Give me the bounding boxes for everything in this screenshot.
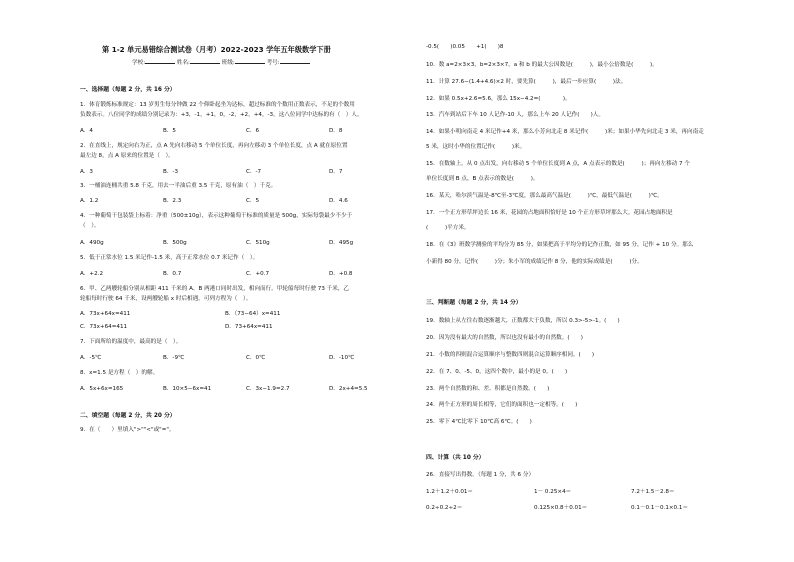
exam-number-label: 考号: (266, 60, 280, 66)
calc-r1-b: 1－ 0.25×4＝ (534, 489, 572, 495)
q5-option-a[interactable]: A．+2.2 (80, 271, 104, 277)
q14-line1: 14．如果小明向南走 4 米记作+4 米，那么小芳向北走 8 米记作( )米；如果小华先向北走 3 米，再向南走 (426, 129, 704, 135)
q22-line: 22．在 7、0、-5、0，这四个数中，最小的是 0。( ) (426, 369, 568, 375)
calc-r1-a: 1.2＋1.2＋0.01＝ (426, 489, 474, 495)
q13-line: 13．汽车到站后下车 10 人记作-10 人，那么上车 20 人记作( )人。 (426, 112, 604, 118)
q7-option-c[interactable]: C．0℃ (246, 355, 266, 361)
calc-r2-c: 0.1－0.1－0.1×0.1＝ (631, 505, 689, 511)
q5-line1: 5．低于正常水位 1.5 米记作-1.5 米，高于正常水位 0.7 米记作（ ）。 (80, 255, 259, 261)
q8-option-d[interactable]: D．2x+4=5.5 (329, 386, 368, 392)
school-field[interactable] (145, 58, 175, 64)
q1-option-d[interactable]: D．8 (329, 128, 343, 134)
q7-line1: 7．下面所给的温度中，最高的是（ ）。 (80, 339, 182, 345)
q15-line2: 单位长度到 B 点，B 点表示的数是( )。 (426, 176, 539, 182)
name-label: 姓名: (176, 60, 190, 66)
q6-option-b[interactable]: B．（73−64）x=411 (225, 311, 281, 317)
section-heading-fill: 二、填空题（每题 2 分，共 20 分） (80, 413, 176, 419)
exam-number-field[interactable] (280, 58, 310, 64)
q7-option-a[interactable]: A．-5℃ (80, 355, 102, 361)
q15-line1: 15．在数轴上，从 0 点出发，向右移动 5 个单位长度到 A 点，A 点表示的数是( )；再向左移动 7 个 (426, 161, 690, 167)
q8-line1: 8．x=1.5 是方程（ ）的解。 (80, 370, 159, 376)
q2-line1: 2．在直线上，规定向右为正，点 A 先向右移动 5 个单位长度，再向左移动 3 个单位长度，点 A 就在原位置 (80, 143, 348, 149)
q2-option-d[interactable]: D．7 (329, 169, 343, 175)
q2-option-c[interactable]: C．-7 (246, 169, 262, 175)
q6-line1: 6．甲、乙两艘轮船分别从相距 411 千米的 A、B 两港口同时出发，相向而行。甲轮船每时行驶 73 千米，乙 (80, 286, 350, 292)
q21-line: 21．小数的四则混合运算顺序与整数四则混合运算顺序相同。( ) (426, 352, 595, 358)
q18-line2: 小新得 80 分，记作( )分；朱小军的成绩记作 8 分，他的实际成绩是( )分。 (426, 259, 643, 265)
q4-option-d[interactable]: D．495g (329, 240, 354, 246)
q7-option-d[interactable]: D．-10℃ (329, 355, 355, 361)
q4-option-c[interactable]: C．510g (246, 240, 270, 246)
q1-option-b[interactable]: B．5 (163, 128, 176, 134)
q23-line: 23．两个自然数的和、差、积都是自然数。( ) (426, 386, 550, 392)
q3-option-c[interactable]: C．5 (246, 198, 260, 204)
q4-line1: 4．一种葡萄干包装袋上标着：净重（500±10g），表示这种葡萄干标准的质量是 500g，实际每袋最少不少于 (80, 213, 353, 219)
calc-r1-c: 7.2＋1.5－2.8＝ (631, 489, 675, 495)
q12-line: 12．如果 0.5x+2.6=5.6，那么 15x−4.2=( )。 (426, 96, 571, 102)
q20-line: 20．因为没有最大的自然数，所以也没有最小的自然数。( ) (426, 335, 583, 341)
q19-line: 19．数轴上从左往右数逐渐越大，正数都大于负数，所以 0.3>-5>-1。( ) (426, 318, 620, 324)
q6-option-d[interactable]: D．73+64x=411 (225, 324, 273, 330)
q14-line2: 5 米，这时小华的位置记作( )米。 (426, 144, 526, 150)
q6-line2: 轮船每时行驶 64 千米，设两艘轮船 x 时后相遇。可列方程为（ ）。 (80, 296, 252, 302)
q11-line: 11．计算 27.6−(1.4+4.6)×2 时，要先算( )，最后一步应算( )法。 (426, 79, 627, 85)
q4-option-b[interactable]: B．500g (163, 240, 187, 246)
q4-option-a[interactable]: A．490g (80, 240, 104, 246)
student-info-row (132, 58, 310, 67)
q6-option-a[interactable]: A．73x+64x=411 (80, 311, 131, 317)
q2-line2: 最左边 8，点 A 原来的位置是（ ）。 (80, 153, 174, 159)
q7-option-b[interactable]: B．-9℃ (163, 355, 185, 361)
q9-line: 9．在（ ）里填入">""<"或"="。 (80, 427, 175, 433)
calc-r2-b: 0.125×0.8＋0.01＝ (534, 505, 588, 511)
page-title: 第 1-2 单元易错综合测试卷（月考）2022-2023 学年五年级数学下册 (102, 45, 331, 54)
calc-r2-a: 0.2÷0.2÷2＝ (426, 505, 463, 511)
q8-option-c[interactable]: C．3x−1.9=2.7 (246, 386, 290, 392)
name-field[interactable] (190, 58, 220, 64)
q9-compare-line: -0.5( )0.05 +1( )8 (426, 44, 504, 50)
q17-line2: ( )平方米。 (426, 225, 470, 231)
q25-line: 25．零下 4℃比零下 10℃高 6℃。( ) (426, 419, 532, 425)
q4-line2: （ ）。 (80, 223, 100, 229)
section-heading-judge: 三、判断题（每题 2 分，共 14 分） (426, 300, 522, 306)
q17-line1: 17．一个正方形草坪边长 16 米，花园的占地面积恰好是 10 个正方形草坪那么大。花园占地面积是 (426, 210, 673, 216)
q10-line: 10．数 a=2×3×3，b=2×3×7，a 和 b 的最大公因数是( )，最小公倍数是( )。 (426, 62, 658, 68)
q8-option-b[interactable]: B．10×5−6x=41 (163, 386, 212, 392)
q26-line: 26．直接写出得数。（每题 1 分，共 6 分） (426, 472, 535, 478)
section-heading-choice: 一、选择题（每题 2 分，共 16 分） (80, 87, 176, 93)
q16-line: 16．某天，哈尔滨气温是-8℃至-3℃度，那么最高气温是( )℃，最低气温是( )℃。 (426, 193, 663, 199)
q6-option-c[interactable]: C．73x+64=411 (80, 324, 128, 330)
q3-line1: 3．一桶油连桶共重 5.8 千克，用去一半油后重 3.5 千克，原有油（ ）千克。 (80, 183, 277, 189)
class-label: 班级: (221, 60, 235, 66)
q1-option-c[interactable]: C．6 (246, 128, 260, 134)
school-label: 学校: (132, 60, 146, 66)
q1-option-a[interactable]: A．4 (80, 128, 93, 134)
q8-option-a[interactable]: A．5x+6x=165 (80, 386, 124, 392)
q1-line1: 1．体育锻炼标准规定：13 岁男生每分钟做 22 个仰卧起坐为达标，超过标准的个数用正数表示，不足的个数用 (80, 102, 355, 108)
q5-option-b[interactable]: B．0.7 (163, 271, 182, 277)
q24-line: 24．两个正方形的周长相等，它们的面积也一定相等。( ) (426, 402, 578, 408)
q3-option-d[interactable]: D．4.6 (329, 198, 348, 204)
q18-line1: 18．在《3》班数学测验的平均分为 85 分，如果把高于平均分的记作正数，如 95 分，记作 + 10 分。那么 (426, 242, 694, 248)
q3-option-b[interactable]: B．2.3 (163, 198, 182, 204)
q5-option-c[interactable]: C．+0.7 (246, 271, 270, 277)
q3-option-a[interactable]: A．1.2 (80, 198, 99, 204)
q5-option-d[interactable]: D．+0.8 (329, 271, 353, 277)
section-heading-calc: 四、计算（共 10 分） (426, 455, 485, 461)
q1-line2: 负数表示。八位同学的成绩分别记录为：+3，-1，+1，0，-2，+2，+4，-3。这八位同学中达标的有（ ）人。 (80, 112, 363, 118)
q2-option-a[interactable]: A．3 (80, 169, 93, 175)
q2-option-b[interactable]: B．-3 (163, 169, 179, 175)
class-field[interactable] (235, 58, 265, 64)
